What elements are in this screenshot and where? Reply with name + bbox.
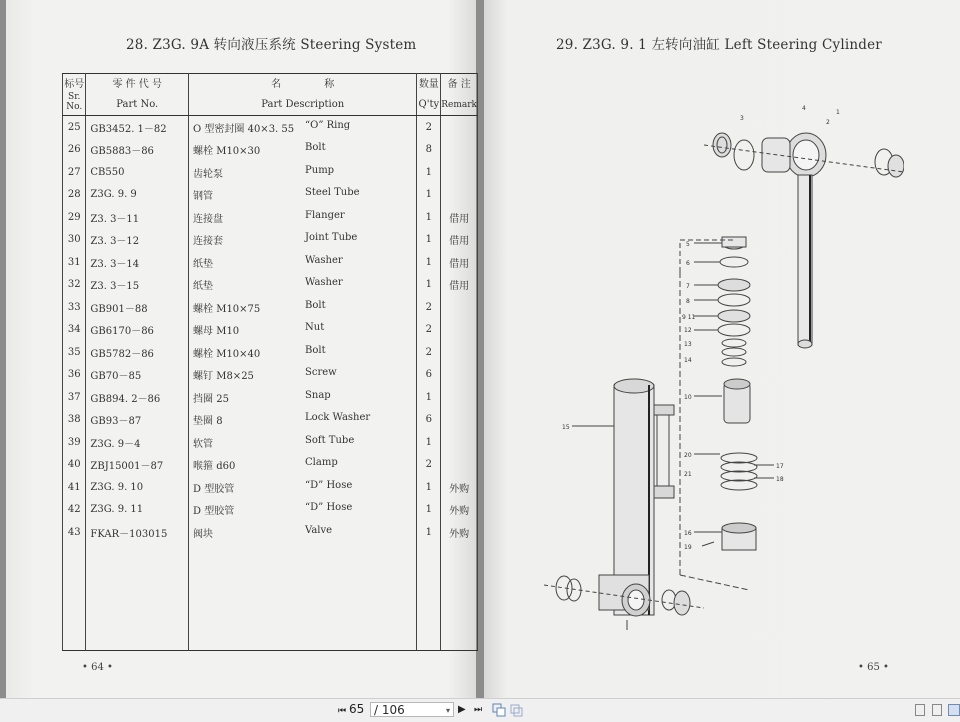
current-page-number: 65 — [349, 702, 365, 716]
empty-cell — [189, 544, 417, 651]
cell-qty: 2 — [417, 296, 441, 319]
cell-description — [189, 206, 417, 229]
cell-part-no: GB6170－86 — [86, 319, 189, 342]
cell-sr: 40 — [63, 454, 86, 477]
table-row — [63, 251, 478, 274]
cell-desc-en: Clamp — [305, 457, 338, 469]
table-row — [63, 521, 478, 544]
diagram-label: 15 — [562, 424, 570, 431]
cell-remark — [441, 386, 478, 409]
last-page-icon: ⏭ — [474, 705, 483, 715]
cell-qty: 2 — [417, 454, 441, 477]
header-desc-en: Part Description — [261, 98, 345, 110]
header-desc-cn: 名 称 — [271, 78, 335, 90]
cell-sr: 38 — [63, 409, 86, 432]
diagram-label: 17 — [776, 463, 784, 470]
cell-desc-en: Bolt — [305, 299, 326, 311]
cell-sr: 34 — [63, 319, 86, 342]
cell-description — [189, 476, 417, 499]
table-row — [63, 161, 478, 184]
cell-sr: 37 — [63, 386, 86, 409]
cell-description — [189, 431, 417, 454]
cell-desc-cn: D 型胶管 — [193, 506, 235, 518]
table-row — [63, 341, 478, 364]
parts-table — [62, 73, 478, 651]
cell-description — [189, 341, 417, 364]
continuous-view-button[interactable] — [932, 704, 942, 716]
table-row — [63, 319, 478, 342]
cell-sr: 31 — [63, 251, 86, 274]
cell-remark: 借用 — [441, 251, 478, 274]
cell-desc-en: Steel Tube — [305, 187, 360, 199]
diagram-label: 16 — [684, 530, 692, 537]
cell-desc-cn: 挡圈 25 — [193, 393, 229, 405]
cell-desc-en: Soft Tube — [305, 434, 355, 446]
cell-qty: 6 — [417, 364, 441, 387]
cell-sr: 29 — [63, 206, 86, 229]
cell-qty: 1 — [417, 251, 441, 274]
copy-button[interactable] — [492, 703, 506, 721]
cell-part-no: GB93－87 — [86, 409, 189, 432]
cell-sr: 43 — [63, 521, 86, 544]
table-row — [63, 274, 478, 297]
diagram-label: 2 — [826, 119, 830, 126]
cell-remark — [441, 341, 478, 364]
page-title: 29. Z3G. 9. 1 左转向油缸 Left Steering Cylinder — [556, 37, 882, 53]
diagram-label: 20 — [684, 452, 692, 459]
diagram-label: 12 — [684, 327, 692, 334]
cell-remark — [441, 454, 478, 477]
cell-remark: 借用 — [441, 206, 478, 229]
cell-description — [189, 319, 417, 342]
cell-desc-cn: 螺栓 M10×40 — [193, 348, 261, 360]
total-pages: 106 — [381, 703, 405, 717]
page-title: 28. Z3G. 9A 转向液压系统 Steering System — [126, 37, 417, 53]
header-remark — [441, 74, 478, 116]
cell-qty: 1 — [417, 476, 441, 499]
header-part — [86, 74, 189, 116]
cell-sr: 35 — [63, 341, 86, 364]
cell-part-no: GB70－85 — [86, 364, 189, 387]
table-row — [63, 206, 478, 229]
table-row — [63, 476, 478, 499]
cell-remark — [441, 184, 478, 207]
cell-description — [189, 409, 417, 432]
cell-desc-cn: 连接盘 — [193, 213, 224, 225]
cell-description — [189, 454, 417, 477]
cell-description — [189, 251, 417, 274]
cell-part-no: GB3452. 1－82 — [86, 116, 189, 139]
cell-desc-cn: 螺栓 M10×30 — [193, 146, 261, 158]
empty-cell — [417, 544, 441, 651]
cell-description — [189, 274, 417, 297]
first-page-button[interactable] — [338, 703, 346, 718]
cell-remark — [441, 364, 478, 387]
navigation-toolbar — [0, 698, 960, 722]
cell-qty: 8 — [417, 139, 441, 162]
diagram-label: 13 — [684, 341, 692, 348]
cell-desc-en: “O” Ring — [305, 119, 351, 131]
cell-qty: 6 — [417, 409, 441, 432]
cell-part-no: CB550 — [86, 161, 189, 184]
chevron-down-icon[interactable]: ▾ — [445, 706, 450, 715]
page-number-input[interactable] — [370, 702, 454, 717]
cell-qty: 1 — [417, 161, 441, 184]
cell-desc-cn: 螺钉 M8×25 — [193, 371, 254, 383]
cell-part-no: Z3. 3－15 — [86, 274, 189, 297]
header-qty — [417, 74, 441, 116]
cell-sr: 33 — [63, 296, 86, 319]
diagram-label: 7 — [686, 283, 690, 290]
cell-desc-en: Snap — [305, 389, 331, 401]
fit-window-icon — [510, 703, 524, 717]
diagram-label: 1 — [836, 109, 840, 116]
cell-desc-en: “D” Hose — [305, 502, 353, 514]
cell-sr: 25 — [63, 116, 86, 139]
cell-description — [189, 499, 417, 522]
cell-desc-cn: 纸垫 — [193, 258, 214, 270]
diagram-label: 3 — [740, 115, 744, 122]
first-page-icon: ⏮ — [338, 706, 347, 716]
cell-desc-en: Valve — [305, 524, 333, 536]
cell-remark — [441, 409, 478, 432]
diagram-label: 14 — [684, 357, 692, 364]
header-part-cn: 零 件 代 号 — [112, 78, 162, 90]
cell-part-no: ZBJ15001－87 — [86, 454, 189, 477]
cell-desc-en: Bolt — [305, 142, 326, 154]
cell-remark — [441, 116, 478, 139]
cell-description — [189, 521, 417, 544]
cell-remark — [441, 319, 478, 342]
cell-qty: 2 — [417, 341, 441, 364]
cell-desc-en: Joint Tube — [305, 232, 358, 244]
diagram-label: 10 — [684, 394, 692, 401]
header-qty-en: Q'ty — [418, 98, 440, 110]
cell-sr: 41 — [63, 476, 86, 499]
cell-desc-cn: 阀块 — [193, 528, 214, 540]
cell-part-no: GB5782－86 — [86, 341, 189, 364]
cell-desc-cn: 垫圈 8 — [193, 416, 223, 428]
cell-qty: 1 — [417, 229, 441, 252]
page-separator: / — [374, 703, 379, 717]
cell-desc-en: Pump — [305, 164, 335, 176]
cell-desc-en: Screw — [305, 367, 337, 379]
fit-window-button[interactable] — [510, 703, 524, 721]
header-desc — [189, 74, 417, 116]
header-sr-cn: 标号 — [64, 78, 85, 90]
cell-desc-en: Nut — [305, 322, 325, 334]
diagram-label: 18 — [776, 476, 784, 483]
cell-part-no: GB5883－86 — [86, 139, 189, 162]
cell-desc-cn: 连接套 — [193, 236, 224, 248]
diagram-label: 6 — [686, 260, 690, 267]
cell-desc-en: Bolt — [305, 344, 326, 356]
cell-part-no: Z3G. 9－4 — [86, 431, 189, 454]
cell-sr: 26 — [63, 139, 86, 162]
last-page-button[interactable] — [474, 703, 482, 717]
two-page-view-button[interactable] — [948, 704, 960, 716]
exploded-cylinder-diagram — [544, 100, 904, 630]
cell-description — [189, 364, 417, 387]
diagram-label: 21 — [684, 471, 692, 478]
cell-remark: 外购 — [441, 521, 478, 544]
table-row — [63, 139, 478, 162]
table-row — [63, 454, 478, 477]
cell-remark: 外购 — [441, 476, 478, 499]
cell-description — [189, 184, 417, 207]
table-row — [63, 364, 478, 387]
empty-cell — [63, 544, 86, 651]
cell-desc-cn: 齿轮泵 — [193, 168, 224, 180]
cell-qty: 1 — [417, 431, 441, 454]
cell-desc-cn: 软管 — [193, 438, 214, 450]
table-row — [63, 499, 478, 522]
cell-sr: 30 — [63, 229, 86, 252]
cell-desc-cn: 螺母 M10 — [193, 326, 240, 338]
cell-sr: 28 — [63, 184, 86, 207]
cell-desc-en: Washer — [305, 277, 343, 289]
header-remark-en: Remark — [441, 99, 477, 110]
copy-icon — [492, 703, 506, 717]
next-page-button[interactable] — [458, 703, 466, 717]
cell-qty: 1 — [417, 274, 441, 297]
cell-qty: 1 — [417, 206, 441, 229]
empty-cell — [441, 544, 478, 651]
table-header-row — [63, 74, 478, 116]
header-qty-cn: 数量 — [418, 78, 439, 90]
cell-sr: 27 — [63, 161, 86, 184]
table-row — [63, 409, 478, 432]
page-65 — [484, 0, 960, 698]
diagram-label: 4 — [802, 105, 806, 112]
table-empty-space — [63, 544, 478, 651]
cell-part-no: Z3. 3－12 — [86, 229, 189, 252]
cell-description — [189, 116, 417, 139]
cell-qty: 1 — [417, 184, 441, 207]
diagram-label: 19 — [684, 544, 692, 551]
cell-desc-cn: 纸垫 — [193, 281, 214, 293]
cell-part-no: Z3G. 9. 11 — [86, 499, 189, 522]
cell-qty: 1 — [417, 499, 441, 522]
single-page-view-button[interactable] — [915, 704, 925, 716]
cell-sr: 42 — [63, 499, 86, 522]
cell-description — [189, 161, 417, 184]
page-64 — [6, 0, 476, 698]
table-row — [63, 296, 478, 319]
cell-remark — [441, 431, 478, 454]
cell-qty: 1 — [417, 386, 441, 409]
empty-cell — [86, 544, 189, 651]
cell-part-no: FKAR－103015 — [86, 521, 189, 544]
cell-part-no: Z3. 3－11 — [86, 206, 189, 229]
header-remark-cn: 备 注 — [447, 78, 471, 90]
cell-description — [189, 386, 417, 409]
cell-description — [189, 139, 417, 162]
cell-desc-en: Lock Washer — [305, 412, 371, 424]
cell-description — [189, 229, 417, 252]
cell-desc-cn: 喉箍 d60 — [193, 461, 236, 473]
header-sr — [63, 74, 86, 116]
header-sr-en: Sr. No. — [66, 91, 83, 112]
table-row — [63, 431, 478, 454]
table-row — [63, 116, 478, 139]
header-part-en: Part No. — [116, 98, 159, 110]
cell-desc-cn: D 型胶管 — [193, 483, 235, 495]
cell-part-no: Z3G. 9. 9 — [86, 184, 189, 207]
cell-part-no: Z3G. 9. 10 — [86, 476, 189, 499]
next-page-icon: ▶ — [458, 704, 466, 715]
table-row — [63, 386, 478, 409]
cell-desc-en: Flanger — [305, 209, 345, 221]
cell-sr: 32 — [63, 274, 86, 297]
cell-remark: 借用 — [441, 229, 478, 252]
cell-desc-en: “D” Hose — [305, 479, 353, 491]
cell-remark — [441, 139, 478, 162]
cell-part-no: Z3. 3－14 — [86, 251, 189, 274]
diagram-label: 5 — [686, 241, 690, 248]
cell-qty: 1 — [417, 521, 441, 544]
cell-desc-cn: 钢管 — [193, 191, 214, 203]
cell-sr: 36 — [63, 364, 86, 387]
diagram-label: 8 — [686, 298, 690, 305]
cell-description — [189, 296, 417, 319]
cell-desc-en: Washer — [305, 254, 343, 266]
cell-qty: 2 — [417, 319, 441, 342]
table-row — [63, 229, 478, 252]
cell-remark — [441, 161, 478, 184]
table-row — [63, 184, 478, 207]
cell-part-no: GB901－88 — [86, 296, 189, 319]
page-number: • 65 • — [858, 662, 889, 673]
cell-desc-cn: 螺栓 M10×75 — [193, 303, 261, 315]
cell-remark — [441, 296, 478, 319]
diagram-label: 9 11 — [682, 314, 696, 321]
cell-part-no: GB894. 2－86 — [86, 386, 189, 409]
cell-qty: 2 — [417, 116, 441, 139]
cell-desc-cn: O 型密封圈 40×3. 55 — [193, 123, 295, 135]
cell-remark: 外购 — [441, 499, 478, 522]
page-number: • 64 • — [82, 662, 113, 673]
cell-remark: 借用 — [441, 274, 478, 297]
cell-sr: 39 — [63, 431, 86, 454]
